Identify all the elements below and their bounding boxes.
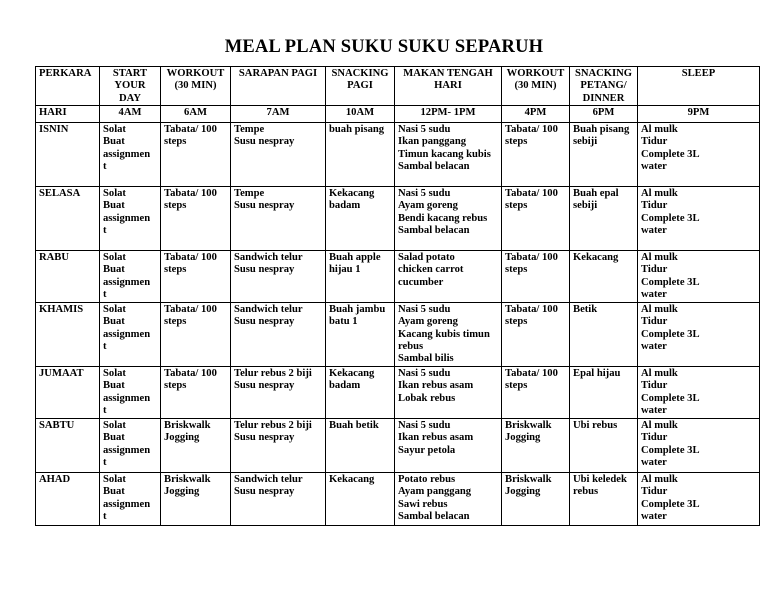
header-cell: MAKAN TENGAH HARI xyxy=(395,67,502,106)
table-cell: Tabata/ 100 steps xyxy=(502,187,570,251)
table-cell: Buah epal sebiji xyxy=(570,187,638,251)
table-cell: Ubi keledek rebus xyxy=(570,473,638,526)
table-cell: Solat Buat assignmen t xyxy=(100,123,161,187)
header-cell: PERKARA xyxy=(36,67,100,106)
table-cell: Solat Buat assignmen t xyxy=(100,367,161,419)
table-cell: Al mulk Tidur Complete 3L water xyxy=(638,251,760,303)
table-row xyxy=(36,123,760,187)
table-cell: Al mulk Tidur Complete 3L water xyxy=(638,187,760,251)
table-cell: Tabata/ 100 steps xyxy=(161,367,231,419)
day-cell: JUMAAT xyxy=(36,367,100,419)
time-cell: 7AM xyxy=(231,106,326,123)
header-cell: SNACKING PETANG/ DINNER xyxy=(570,67,638,106)
day-cell: RABU xyxy=(36,251,100,303)
table-cell: Solat Buat assignmen t xyxy=(100,303,161,367)
table-cell: Betik xyxy=(570,303,638,367)
table-cell: Solat Buat assignmen t xyxy=(100,251,161,303)
table-cell: Solat Buat assignmen t xyxy=(100,187,161,251)
header-cell: WORKOUT (30 MIN) xyxy=(502,67,570,106)
header-cell: SLEEP xyxy=(638,67,760,106)
table-cell: Sandwich telur Susu nespray xyxy=(231,473,326,526)
header-cell: SNACKING PAGI xyxy=(326,67,395,106)
table-cell: Tabata/ 100 steps xyxy=(161,251,231,303)
table-cell: Sandwich telur Susu nespray xyxy=(231,251,326,303)
time-cell: 10AM xyxy=(326,106,395,123)
table-cell: buah pisang xyxy=(326,123,395,187)
table-cell: Tabata/ 100 steps xyxy=(161,123,231,187)
day-cell: SELASA xyxy=(36,187,100,251)
table-cell: Tabata/ 100 steps xyxy=(161,187,231,251)
table-cell: Briskwalk Jogging xyxy=(161,419,231,473)
table-cell: Buah betik xyxy=(326,419,395,473)
table-cell: Briskwalk Jogging xyxy=(502,419,570,473)
table-cell: Kekacang badam xyxy=(326,187,395,251)
time-cell: 4PM xyxy=(502,106,570,123)
table-cell: Buah pisang sebiji xyxy=(570,123,638,187)
time-cell: 12PM- 1PM xyxy=(395,106,502,123)
table-cell: Buah apple hijau 1 xyxy=(326,251,395,303)
time-cell: 9PM xyxy=(638,106,760,123)
table-cell: Nasi 5 sudu Ikan rebus asam Sayur petola xyxy=(395,419,502,473)
table-cell: Al mulk Tidur Complete 3L water xyxy=(638,123,760,187)
table-cell: Telur rebus 2 biji Susu nespray xyxy=(231,419,326,473)
table-cell: Ubi rebus xyxy=(570,419,638,473)
time-cell: 6AM xyxy=(161,106,231,123)
day-cell: SABTU xyxy=(36,419,100,473)
table-row xyxy=(36,419,760,473)
table-cell: Nasi 5 sudu Ayam goreng Kacang kubis timun rebus Sambal bilis xyxy=(395,303,502,367)
table-cell: Nasi 5 sudu Ikan panggang Timun kacang kubis Sambal belacan xyxy=(395,123,502,187)
table-row xyxy=(36,251,760,303)
table-cell: Solat Buat assignmen t xyxy=(100,473,161,526)
table-cell: Solat Buat assignmen t xyxy=(100,419,161,473)
table-cell: Al mulk Tidur Complete 3L water xyxy=(638,473,760,526)
table-cell: Tabata/ 100 steps xyxy=(161,303,231,367)
table-cell: Kekacang badam xyxy=(326,367,395,419)
table-row xyxy=(36,303,760,367)
table-cell: Epal hijau xyxy=(570,367,638,419)
document-title: MEAL PLAN SUKU SUKU SEPARUH xyxy=(224,37,544,57)
table-cell: Tabata/ 100 steps xyxy=(502,123,570,187)
time-cell: HARI xyxy=(36,106,100,123)
table-cell: Al mulk Tidur Complete 3L water xyxy=(638,419,760,473)
table-cell: Briskwalk Jogging xyxy=(161,473,231,526)
time-cell: 4AM xyxy=(100,106,161,123)
time-row xyxy=(36,106,760,123)
table-cell: Tempe Susu nespray xyxy=(231,123,326,187)
table-cell: Kekacang xyxy=(570,251,638,303)
header-cell: START YOUR DAY xyxy=(100,67,161,106)
table-row xyxy=(36,187,760,251)
header-cell: SARAPAN PAGI xyxy=(231,67,326,106)
table-cell: Buah jambu batu 1 xyxy=(326,303,395,367)
table-cell: Potato rebus Ayam panggang Sawi rebus Sambal belacan xyxy=(395,473,502,526)
table-cell: Tempe Susu nespray xyxy=(231,187,326,251)
day-cell: ISNIN xyxy=(36,123,100,187)
day-cell: KHAMIS xyxy=(36,303,100,367)
table-cell: Al mulk Tidur Complete 3L water xyxy=(638,303,760,367)
table-row xyxy=(36,473,760,526)
table-cell: Briskwalk Jogging xyxy=(502,473,570,526)
table-cell: Tabata/ 100 steps xyxy=(502,303,570,367)
table-cell: Tabata/ 100 steps xyxy=(502,251,570,303)
day-cell: AHAD xyxy=(36,473,100,526)
table-cell: Nasi 5 sudu Ikan rebus asam Lobak rebus xyxy=(395,367,502,419)
header-row xyxy=(36,67,760,106)
table-cell: Tabata/ 100 steps xyxy=(502,367,570,419)
time-cell: 6PM xyxy=(570,106,638,123)
meal-plan-table xyxy=(35,66,760,526)
table-cell: Nasi 5 sudu Ayam goreng Bendi kacang rebus Sambal belacan xyxy=(395,187,502,251)
table-cell: Sandwich telur Susu nespray xyxy=(231,303,326,367)
table-cell: Telur rebus 2 biji Susu nespray xyxy=(231,367,326,419)
table-cell: Salad potato chicken carrot cucumber xyxy=(395,251,502,303)
table-cell: Al mulk Tidur Complete 3L water xyxy=(638,367,760,419)
header-cell: WORKOUT (30 MIN) xyxy=(161,67,231,106)
table-cell: Kekacang xyxy=(326,473,395,526)
table-row xyxy=(36,367,760,419)
